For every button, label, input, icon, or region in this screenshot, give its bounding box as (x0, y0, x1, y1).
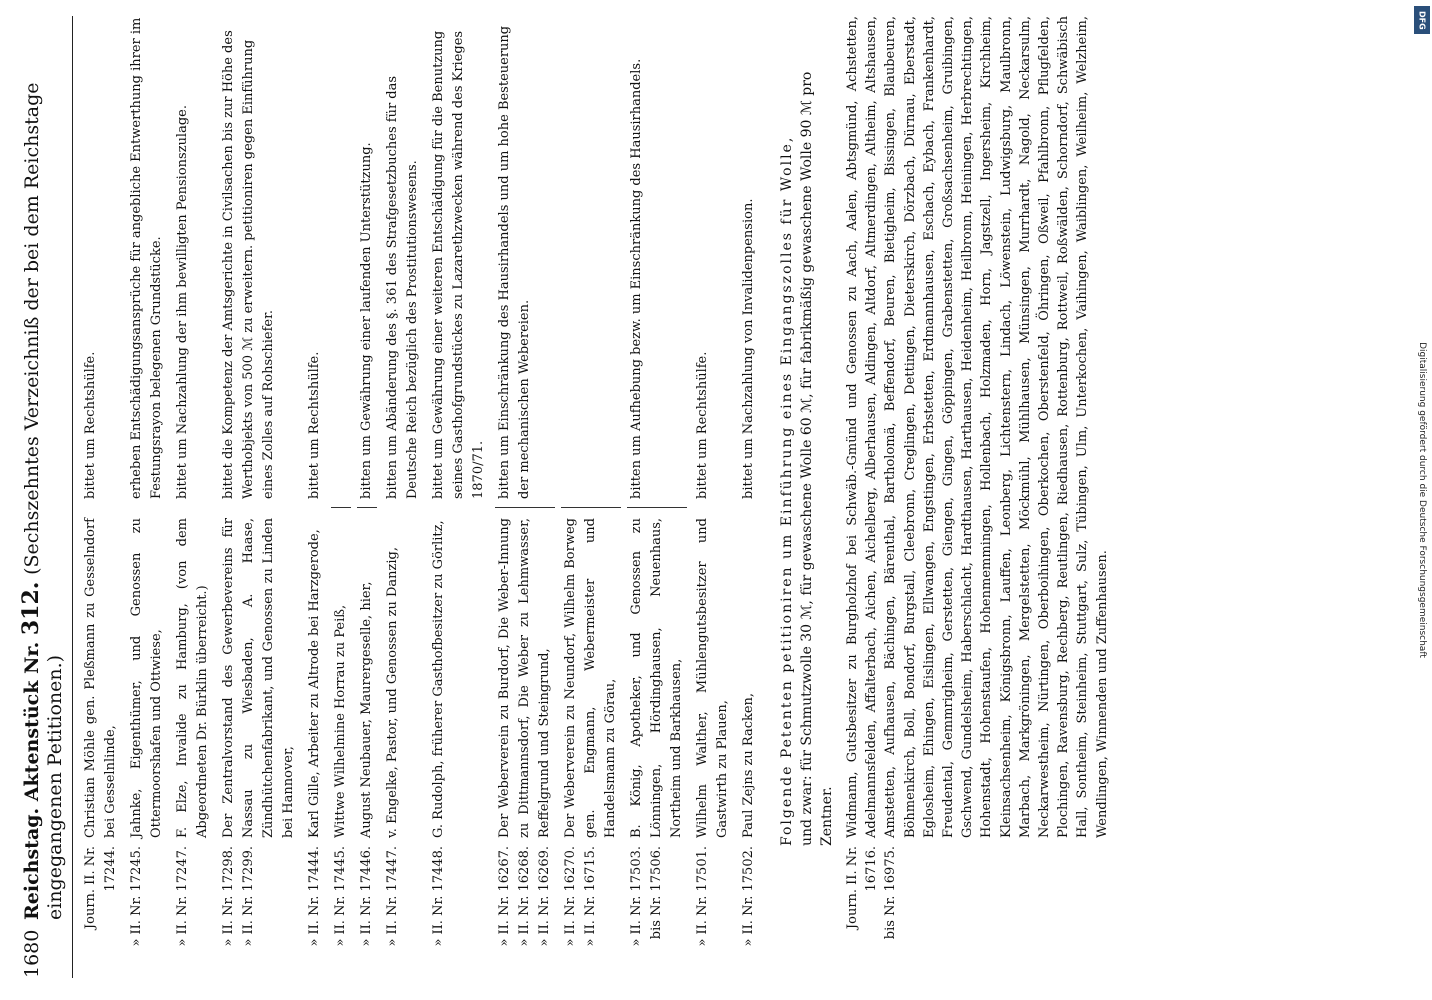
wool-intro-rest: und zwar: für Schmutzwolle 30 ℳ, für gewaschene Wolle 60 ℳ, für fabrikmäßig gewaschene Wolle 90 ℳ pro Zentner. (799, 71, 835, 846)
page-number: 1680 (21, 929, 43, 978)
petition-entry (561, 16, 621, 978)
request: erheben Entschädigungsansprüche für angebliche Entwerthung ihrer im Festungsrayon belegenen Grundstücke. (129, 17, 164, 499)
petition-entry (383, 16, 423, 978)
petition-entry (693, 16, 733, 978)
page-header (18, 16, 73, 978)
request: bitten um Aufhebung bezw. um Einschränkung des Hausirhandels. (627, 16, 687, 508)
request: bittet um Nachzahlung von Invalidenpension. (741, 198, 756, 499)
journal-ref: » II. Nr. 17247. (175, 846, 190, 947)
journal-ref: » II. Nr. 17501. (695, 846, 710, 947)
journal-ref: » II. Nr. 17298. » II. Nr. 17299. (221, 846, 256, 947)
dfg-credit-text: Digitalisierung gefördert durch die Deutsche Forschungsgemeinschaft (1417, 342, 1427, 658)
petition-entry (173, 16, 213, 978)
journal-ref: » II. Nr. 17444. (307, 846, 322, 947)
petitioner: Wilhelm Walther, Mühlengutsbesitzer und Gastwirth zu Plauen, (695, 518, 730, 838)
petition-entry (495, 16, 555, 978)
petitioner: Paul Zejns zu Racken, (741, 692, 756, 838)
journal-ref: » II. Nr. 17503. bis Nr. 17506. (629, 846, 664, 947)
petitioner: Jahnke, Eigenthümer, und Genossen zu Ottermoorshafen und Ottwiese, (129, 518, 164, 838)
petitioner: Der Weberverein zu Burdorf, Die Weber-Innung zu Dittmannsdorf, Die Weber zu Lehmwasser, Reffelgrund und Steingrund, (497, 518, 552, 838)
petitioner: August Neubauer, Maurergeselle, hier, (359, 581, 374, 838)
wool-petition-block (843, 16, 1112, 978)
petition-entry (331, 16, 351, 978)
petition-entry (219, 16, 299, 978)
document-subtitle: (Sechszehntes Verzeichniß der bei dem Reichstage eingegangenen Petitionen.) (21, 82, 66, 920)
petitioner: Der Weberverein zu Neundorf, Wilhelm Borweg gen. Engmann, Webermeister und Handelsmann zu Görau, (563, 518, 618, 838)
petition-entry (627, 16, 687, 978)
request: bittet um Rechtshülfe. (307, 351, 322, 499)
request: bitten um Gewährung einer laufenden Unterstützung. (357, 16, 377, 508)
journal-ref: » II. Nr. 17446. (359, 846, 374, 947)
journal-ref: » II. Nr. 16270. » II. Nr. 16715. (563, 846, 598, 947)
journal-ref: » II. Nr. 17445. (333, 846, 348, 947)
request: bittet die Kompetenz der Amtsgerichte in Civilsachen bis zur Höhe des Werthobjekts von 500 ℳ zu erweitern. petitioniren gegen Einführung eines Zolles auf Rohschiefer. (221, 30, 276, 499)
request: bittet um Nachzahlung der ihm bewilligten Pensionszulage. (175, 105, 190, 499)
request: bitten um Abänderung des §. 361 des Strafgesetzbuches für das Deutsche Reich bezüglich des Prostitutionswesens. (385, 75, 420, 499)
request: bittet um Gewährung einer weiteren Entschädigung für die Benutzung seines Gasthofgrundstückes zu Lazarethzwecken während des Krieges 1870/71. (431, 30, 486, 499)
request (561, 16, 621, 508)
petition-entry (739, 16, 759, 978)
petitioner: Christian Möhle gen. Pleßmann zu Gesselndorf bei Gesselnlinde, (83, 518, 118, 838)
document-title (18, 16, 66, 920)
petitioner: v. Engelke, Pastor, und Genossen zu Danzig, (385, 546, 400, 838)
petitioner: F. Elze, Invalide zu Hamburg, (von dem Abgeordneten Dr. Bürklin überreicht.) (175, 518, 210, 838)
wool-section-intro (777, 16, 837, 846)
journal-ref: » II. Nr. 17448. (431, 846, 446, 947)
journal-ref: » II. Nr. 17447. (385, 846, 400, 947)
digitization-sidebar (1412, 0, 1432, 1000)
petitioner: Der Zentralvorstand des Gewerbevereins für Nassau zu Wiesbaden, A. Haase, Zündhütchenfabrikant, und Genossen zu Linden bei Hannover, (221, 518, 296, 838)
petition-entry (305, 16, 325, 978)
journal-ref: » II. Nr. 16267. » II. Nr. 16268. » II. Nr. 16269. (497, 846, 552, 947)
request: bittet um Rechtshülfe. (83, 351, 98, 499)
petition-entry (81, 16, 121, 978)
petitioner: Wittwe Wilhelmine Horrau zu Peiß, (333, 604, 348, 838)
wool-intro-lead: Folgende Petenten petitioniren um Einführung eines Eingangszolles für Wolle, (779, 135, 795, 846)
petition-entry (429, 16, 489, 978)
petition-entry (357, 16, 377, 978)
petitioner: Karl Gille, Arbeiter zu Altrode bei Harzgerode, (307, 529, 322, 838)
petition-entry (127, 16, 167, 978)
petition-list (81, 16, 759, 978)
journal-ref: » II. Nr. 17502. (741, 846, 756, 947)
journal-ref: » II. Nr. 17245. (129, 846, 144, 947)
document-number: 312. (18, 581, 44, 636)
petitioner: G. Rudolph, früherer Gasthofbesitzer zu Görlitz, (431, 520, 446, 838)
request: bitten um Einschränkung des Hausirhandels und um hohe Besteuerung der mechanischen Webereien. (495, 16, 555, 508)
journal-ref: Journ. II. Nr. 17244. (83, 846, 118, 930)
title-prefix: Reichstag. Aktenstück Nr. (21, 641, 43, 920)
journal-ref: Journ. II. Nr. 16716. bis Nr. 16975. (845, 846, 899, 940)
request (331, 16, 351, 508)
wool-petitioner-list: Widmann, Gutsbesitzer zu Burgholzhof bei Schwäb.-Gmünd und Genossen zu Aach, Aalen, Abtsgmünd, Achstetten, Adelmannsfelden, Affalterbach, Aichen, Aichelberg, Alberhausen, Aldingen, Altdorf, Altmerdingen, Altheim, Altshausen, Amstetten, Aufhausen, Bächingen, Bärenthal, Bartholomä, Beffendorf, Beuren, Bietigheim, Bissingen, Blaubeuren, Böhmenkirch, Boll, Bondorf, Burgstall, Cleebronn, Creglingen, Dettingen, Dieterskirch, Dörzbach, Dürnau, Eberstadt, Eglosheim, Ehingen, Eislingen, Ellwangen, Engstingen, Erbstetten, Erdmannhausen, Eschach, Eybach, Frankenhardt, Freudental, Gemmrigheim, Gerstetten, Giengen, Gingen, Göppingen, Grabenstetten, Großsachsenheim, Gruibingen, Gschwend, Gundelsheim, Haberschlacht, Hardthausen, Harthausen, Heidenheim, Heilbronn, Heiningen, Herbrechtingen, Hohenstadt, Hohenstaufen, Hohenmemmingen, Hollenbach, Holzmaden, Horn, Jagstzell, Ingersheim, Kirchheim, Kleinsachsenheim, Königsbronn, Lauffen, Leonberg, Lichtenstern, Lindach, Löwenstein, Ludwigsburg, Maulbronn, Marbach, Markgröningen, Mergelstetten, Möckmühl, Mühlhausen, Münsingen, Murrhardt, Nagold, Neckarsulm, Neckarwestheim, Nürtingen, Oberboihingen, Oberkochen, Oberstenfeld, Öhringen, Oßweil, Pfahlbronn, Pflugfelden, Plochingen, Ravensburg, Rechberg, Reutlingen, Riedhausen, Rottenburg, Rottweil, Roßwälden, Schorndorf, Schwäbisch Hall, Sontheim, Steinheim, Stuttgart, Sulz, Tübingen, Ulm, Unterkochen, Vaihingen, Waiblingen, Weilheim, Welzheim, Wendlingen, Winnenden und Zuffenhausen. (845, 16, 1110, 838)
petitioner: B. König, Apotheker, und Genossen zu Lönningen, Hördinghausen, Neuenhaus, Northeim und Barkhausen, (629, 518, 684, 838)
dfg-logo: DFG (1414, 6, 1430, 34)
request: bittet um Rechtshülfe. (695, 351, 710, 499)
